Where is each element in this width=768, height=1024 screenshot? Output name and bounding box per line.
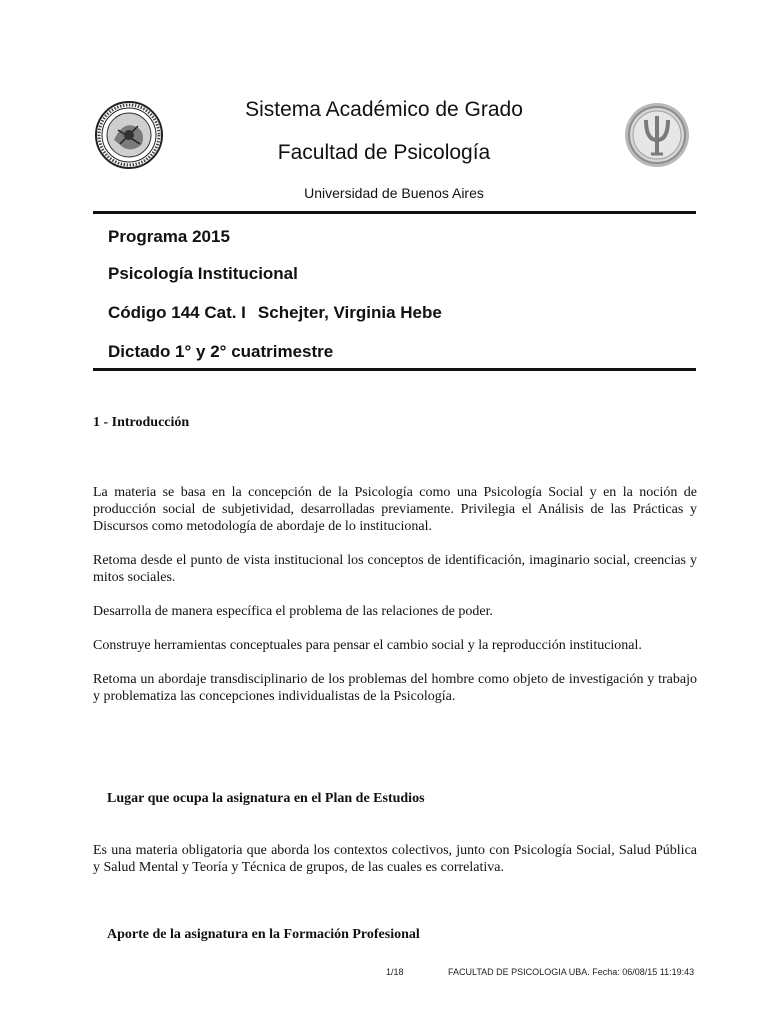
professor-name: Schejter, Virginia Hebe xyxy=(257,303,442,322)
lugar-heading: Lugar que ocupa la asignatura en el Plan de Estudios xyxy=(107,791,425,806)
intro-paragraph: La materia se basa en la concepción de la Psicología como una Psicología Social y en la noción de producción social de subjetividad, desarrolladas previamente. Privilegia el Análisis de las Prácticas y Discursos como metodología de abordaje de lo institucional. xyxy=(93,485,697,534)
faculty-title: Facultad de Psicología xyxy=(277,141,491,164)
footer-info: FACULTAD DE PSICOLOGIA UBA. Fecha: 06/08/15 11:19:43 xyxy=(448,967,695,977)
psi-logo xyxy=(624,102,690,168)
page-number: 1/18 xyxy=(386,967,404,977)
university-name: Universidad de Buenos Aires xyxy=(304,185,484,201)
intro-paragraph: Construye herramientas conceptuales para pensar el cambio social y la reproducción institucional. xyxy=(93,638,642,653)
header-divider-bottom xyxy=(93,368,696,371)
subject-code: Código 144 Cat. I xyxy=(108,303,246,322)
subject-name: Psicología Institucional xyxy=(108,264,298,283)
intro-paragraph: Desarrolla de manera específica el problema de las relaciones de poder. xyxy=(93,604,493,619)
aporte-heading: Aporte de la asignatura en la Formación Profesional xyxy=(107,927,420,942)
subject-code-line xyxy=(108,303,442,323)
intro-heading: 1 - Introducción xyxy=(93,415,190,430)
program-year: Programa 2015 xyxy=(108,227,230,246)
dictado-line: Dictado 1° y 2° cuatrimestre xyxy=(108,342,334,361)
intro-paragraph: Retoma un abordaje transdisciplinario de los problemas del hombre como objeto de investigación y trabajo y problematiza las concepciones individualistas de la Psicología. xyxy=(93,672,697,704)
intro-paragraph: Retoma desde el punto de vista institucional los conceptos de identificación, imaginario social, creencias y mitos sociales. xyxy=(93,553,697,585)
lugar-paragraph: Es una materia obligatoria que aborda los contextos colectivos, junto con Psicología Social, Salud Pública y Salud Mental y Teoría y Técnica de grupos, de las cuales es correlativa. xyxy=(93,843,697,875)
header-divider-top xyxy=(93,211,696,214)
system-title: Sistema Académico de Grado xyxy=(245,98,523,121)
